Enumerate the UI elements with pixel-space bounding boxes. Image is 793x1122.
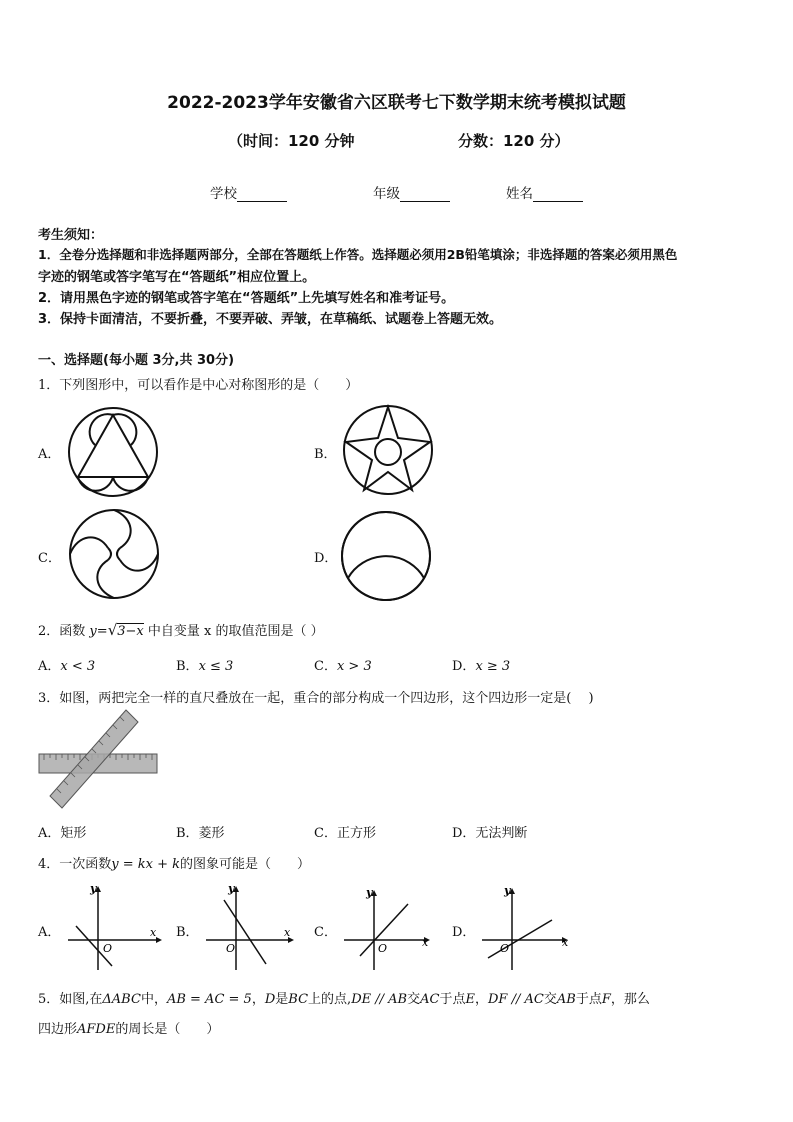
name-blank — [533, 187, 583, 202]
q4-prefix: 4．一次函数 — [38, 857, 112, 872]
q2-formula-y: y — [89, 624, 97, 639]
q3-option-b: B．菱形 — [176, 826, 225, 841]
notice-line1b: 字迹的钢笔或答字笔写在“答题纸”相应位置上。 — [38, 270, 316, 285]
q5-line1: 5．如图,在ΔABC中，AB = AC = 5，D是BC上的点,DE // AB交AC于点E，DF // AC交AB于点F，那么 — [38, 992, 650, 1007]
q4a-origin-label: O — [103, 942, 113, 955]
q1-option-b: B． — [314, 447, 337, 462]
grade-label: 年级 — [373, 186, 400, 202]
q4-stem — [38, 853, 310, 872]
q2-prefix: 2．函数 — [38, 624, 86, 639]
name-field — [506, 182, 583, 202]
q4-graph-b — [204, 884, 300, 972]
q3-option-a: A．矩形 — [38, 826, 87, 841]
q4-suffix: 的图象可能是（ ） — [180, 857, 311, 872]
section-heading: 一、选择题(每小题 3分,共 30分) — [38, 353, 235, 368]
q2-option-a: A．x < 3 — [38, 659, 96, 674]
q2-option-c: C．x > 3 — [314, 659, 372, 674]
page-title: 2022-2023学年安徽省六区联考七下数学期末统考模拟试题 — [167, 93, 626, 113]
q4d-origin-label: O — [500, 942, 510, 955]
q4c-y-label: y — [366, 886, 373, 899]
q1-figure-b — [342, 404, 434, 496]
name-label: 姓名 — [506, 186, 533, 202]
q2-suffix: 中自变量 x 的取值范围是（ ） — [147, 624, 324, 639]
q1-figure-a — [66, 405, 160, 499]
grade-blank — [400, 187, 450, 202]
notice-line1a: 1．全卷分选择题和非选择题两部分，全部在答题纸上作答。选择题必须用2B铅笔填涂；非选择题的答案必须用黑色 — [38, 247, 678, 262]
q2-option-d: D．x ≥ 3 — [452, 659, 511, 674]
q1-figure-d — [340, 510, 432, 602]
school-field — [210, 182, 287, 202]
score-label: 分数：120 分） — [458, 132, 570, 150]
q4-formula: y = kx + k — [111, 857, 181, 872]
notice-heading: 考生须知： — [38, 228, 104, 243]
q2-formula-radicand: 3−x — [117, 624, 144, 639]
q4-graph-c — [342, 884, 438, 972]
q4-option-d: D． — [452, 925, 476, 940]
q4a-y-label: y — [90, 882, 97, 895]
q1-option-c: C． — [38, 551, 61, 566]
q4-option-a: A． — [38, 925, 61, 940]
q4-option-b: B． — [176, 925, 199, 940]
q3-rulers-figure — [38, 708, 160, 812]
grade-field — [373, 182, 450, 202]
q2-formula-eq: = — [96, 624, 108, 639]
q4d-x-label: x — [562, 936, 569, 949]
q2-sqrt-sign: √ — [107, 621, 118, 639]
q4b-x-label: x — [284, 926, 291, 939]
q4c-origin-label: O — [378, 942, 388, 955]
q4b-origin-label: O — [226, 942, 236, 955]
q2-option-b: B．x ≤ 3 — [176, 659, 234, 674]
q4a-x-label: x — [150, 926, 157, 939]
school-blank — [237, 187, 287, 202]
q4-graph-d — [480, 884, 576, 972]
q1-option-a: A． — [38, 447, 61, 462]
q1-figure-c — [68, 508, 160, 600]
school-label: 学校 — [210, 186, 237, 202]
q4c-x-label: x — [422, 936, 429, 949]
q5-line2: 四边形AFDE的周长是（ ） — [38, 1022, 220, 1037]
q4-graph-a — [66, 884, 162, 972]
q4b-y-label: y — [228, 882, 235, 895]
notice-line2: 2．请用黑色字迹的钢笔或答字笔在“答题纸”上先填写姓名和准考证号。 — [38, 291, 455, 306]
q4d-y-label: y — [504, 884, 511, 897]
q3-stem: 3．如图，两把完全一样的直尺叠放在一起，重合的部分构成一个四边形，这个四边形一定是( ) — [38, 691, 594, 706]
q1-option-d: D． — [314, 551, 338, 566]
q4-option-c: C． — [314, 925, 337, 940]
q3-option-d: D．无法判断 — [452, 826, 528, 841]
q3-option-c: C．正方形 — [314, 826, 376, 841]
q1-stem: 1．下列图形中，可以看作是中心对称图形的是（ ） — [38, 378, 359, 393]
q2-stem — [38, 620, 324, 639]
time-label: （时间：120 分钟 — [228, 132, 355, 150]
notice-line3: 3．保持卡面清洁，不要折叠，不要弄破、弄皱，在草稿纸、试题卷上答题无效。 — [38, 312, 503, 327]
